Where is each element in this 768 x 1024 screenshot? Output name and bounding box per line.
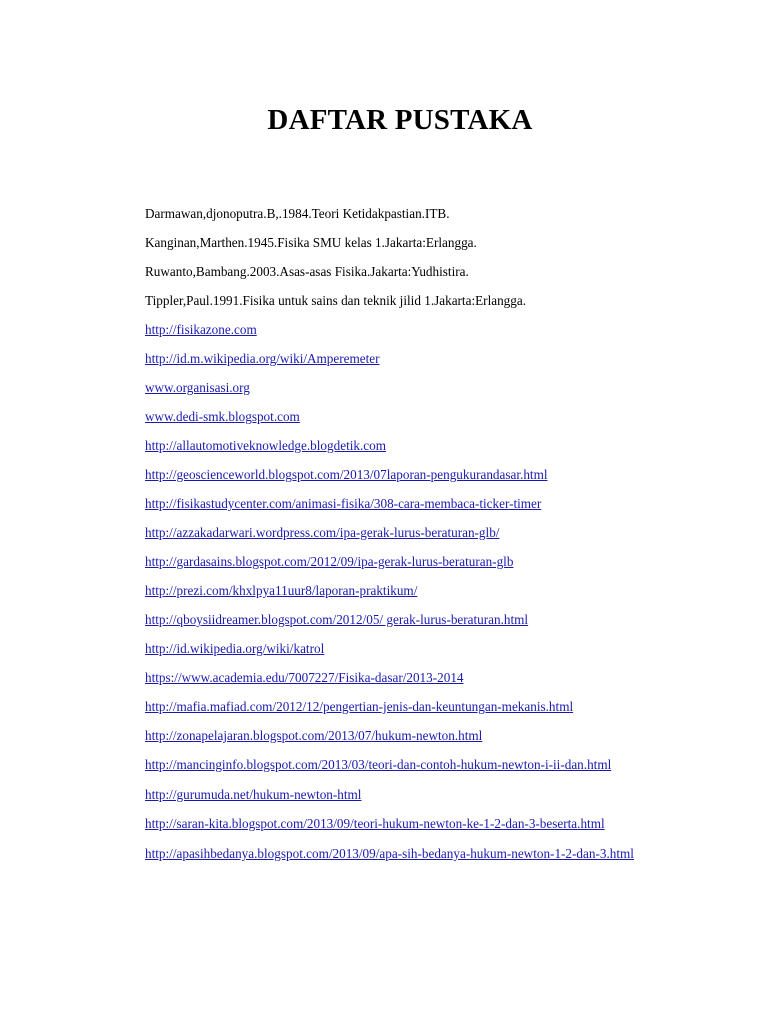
page-title: DAFTAR PUSTAKA: [267, 104, 533, 136]
reference-link[interactable]: http://azzakadarwari.wordpress.com/ipa-gerak-lurus-beraturan-glb/: [145, 525, 500, 540]
reference-link-item: [145, 787, 665, 803]
reference-link[interactable]: http://fisikastudycenter.com/animasi-fisika/308-cara-membaca-ticker-timer: [145, 496, 542, 511]
reference-link-item: [145, 496, 665, 512]
reference-entry: Kanginan,Marthen.1945.Fisika SMU kelas 1.Jakarta:Erlangga.: [145, 235, 477, 250]
reference-link-item: [145, 583, 665, 599]
reference-entry: Ruwanto,Bambang.2003.Asas-asas Fisika.Jakarta:Yudhistira.: [145, 264, 469, 279]
reference-link[interactable]: http://zonapelajaran.blogspot.com/2013/07/hukum-newton.html: [145, 728, 483, 743]
reference-link[interactable]: http://mancinginfo.blogspot.com/2013/03/teori-dan-contoh-hukum-newton-i-ii-dan.html: [145, 757, 612, 772]
reference-link-item: [145, 612, 665, 628]
reference-link-item: [145, 467, 665, 483]
reference-link-item: [145, 728, 665, 744]
reference-entry: Tippler,Paul.1991.Fisika untuk sains dan teknik jilid 1.Jakarta:Erlangga.: [145, 293, 527, 308]
reference-link-item: [145, 670, 665, 686]
reference-link-item: [145, 438, 665, 454]
reference-link-item: [145, 757, 665, 773]
reference-link-item: [145, 322, 665, 338]
reference-link[interactable]: http://allautomotiveknowledge.blogdetik.com: [145, 438, 386, 453]
reference-link[interactable]: http://fisikazone.com: [145, 322, 257, 337]
reference-link[interactable]: http://mafia.mafiad.com/2012/12/pengertian-jenis-dan-keuntungan-mekanis.html: [145, 699, 574, 714]
reference-link-item: [145, 816, 665, 832]
reference-link[interactable]: http://geoscienceworld.blogspot.com/2013/07laporan-pengukurandasar.html: [145, 467, 548, 482]
reference-link[interactable]: http://qboysiidreamer.blogspot.com/2012/05/ gerak-lurus-beraturan.html: [145, 612, 529, 627]
reference-link[interactable]: http://gardasains.blogspot.com/2012/09/ipa-gerak-lurus-beraturan-glb: [145, 554, 514, 569]
reference-list: [145, 206, 665, 876]
reference-link-item: [145, 351, 665, 367]
reference-link[interactable]: http://prezi.com/khxlpya11uur8/laporan-praktikum/: [145, 583, 418, 598]
reference-link-item: [145, 525, 665, 541]
reference-link[interactable]: http://id.wikipedia.org/wiki/katrol: [145, 641, 325, 656]
reference-link-item: [145, 409, 665, 425]
reference-link[interactable]: http://gurumuda.net/hukum-newton-html: [145, 787, 362, 802]
reference-link-item: [145, 846, 665, 862]
reference-link[interactable]: http://id.m.wikipedia.org/wiki/Amperemeter: [145, 351, 380, 366]
reference-link-item: [145, 641, 665, 657]
reference-link[interactable]: http://saran-kita.blogspot.com/2013/09/teori-hukum-newton-ke-1-2-dan-3-beserta.html: [145, 816, 605, 831]
reference-link[interactable]: www.dedi-smk.blogspot.com: [145, 409, 300, 424]
reference-link-item: [145, 380, 665, 396]
reference-link[interactable]: https://www.academia.edu/7007227/Fisika-dasar/2013-2014: [145, 670, 464, 685]
reference-entry: Darmawan,djonoputra.B,.1984.Teori Ketidakpastian.ITB.: [145, 206, 450, 221]
reference-link[interactable]: www.organisasi.org: [145, 380, 250, 395]
reference-link-item: [145, 554, 665, 570]
reference-link-item: [145, 699, 665, 715]
reference-link[interactable]: http://apasihbedanya.blogspot.com/2013/09/apa-sih-bedanya-hukum-newton-1-2-dan-3.html: [145, 846, 634, 861]
